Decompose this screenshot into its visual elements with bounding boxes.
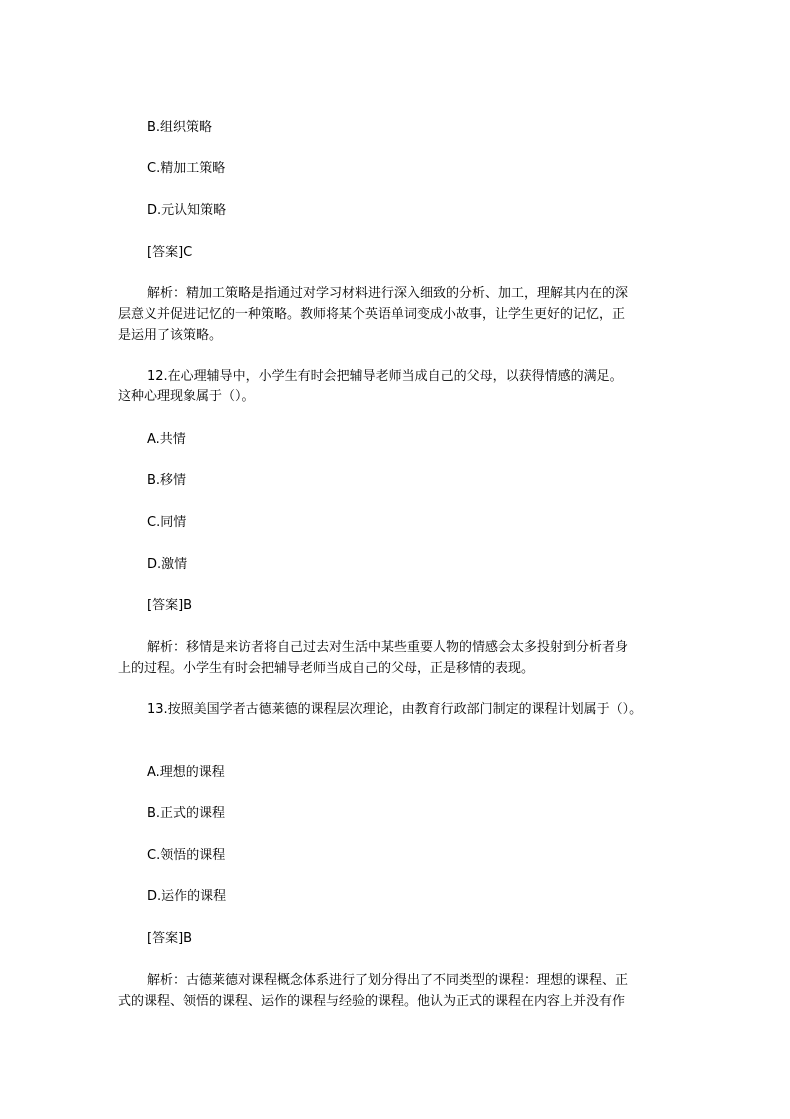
q13-option-b: B.正式的课程 [147,806,226,821]
q12-question-line-2: 这种心理现象属于（）。 [118,389,255,404]
q12-answer: [答案]B [147,598,193,613]
q12-option-a: A.共情 [147,432,186,447]
q11-option-b: B.组织策略 [147,120,213,135]
q12-option-b: B.移情 [147,473,187,488]
q12-analysis-line-2: 上的过程。小学生有时会把辅导老师当成自己的父母，正是移情的表现。 [118,661,535,676]
q11-analysis-line-3: 是运用了该策略。 [118,328,223,343]
q13-analysis-line-1: 解析：古德莱德对课程概念体系进行了划分得出了不同类型的课程：理想的课程、正 [147,973,629,988]
q11-answer: [答案]C [147,245,193,260]
q12-option-d: D.激情 [147,557,188,572]
q11-option-c: C.精加工策略 [147,161,226,176]
q13-option-a: A.理想的课程 [147,765,225,780]
q12-analysis-line-1: 解析：移情是来访者将自己过去对生活中某些重要人物的情感会太多投射到分析者身 [147,640,629,655]
q12-option-c: C.同情 [147,515,187,530]
q13-analysis-line-2: 式的课程、领悟的课程、运作的课程与经验的课程。他认为正式的课程在内容上并没有作 [118,994,626,1009]
q13-answer: [答案]B [147,931,193,946]
q13-question: 13.按照美国学者古德莱德的课程层次理论，由教育行政部门制定的课程计划属于（）。 [147,702,643,717]
q11-option-d: D.元认知策略 [147,203,227,218]
q12-question-line-1: 12.在心理辅导中，小学生有时会把辅导老师当成自己的父母，以获得情感的满足。 [147,369,623,384]
q11-analysis-line-1: 解析：精加工策略是指通过对学习材料进行深入细致的分析、加工，理解其内在的深 [147,286,629,301]
q13-option-c: C.领悟的课程 [147,848,226,863]
q11-analysis-line-2: 层意义并促进记忆的一种策略。教师将某个英语单词变成小故事，让学生更好的记忆，正 [118,307,626,322]
q13-option-d: D.运作的课程 [147,889,227,904]
